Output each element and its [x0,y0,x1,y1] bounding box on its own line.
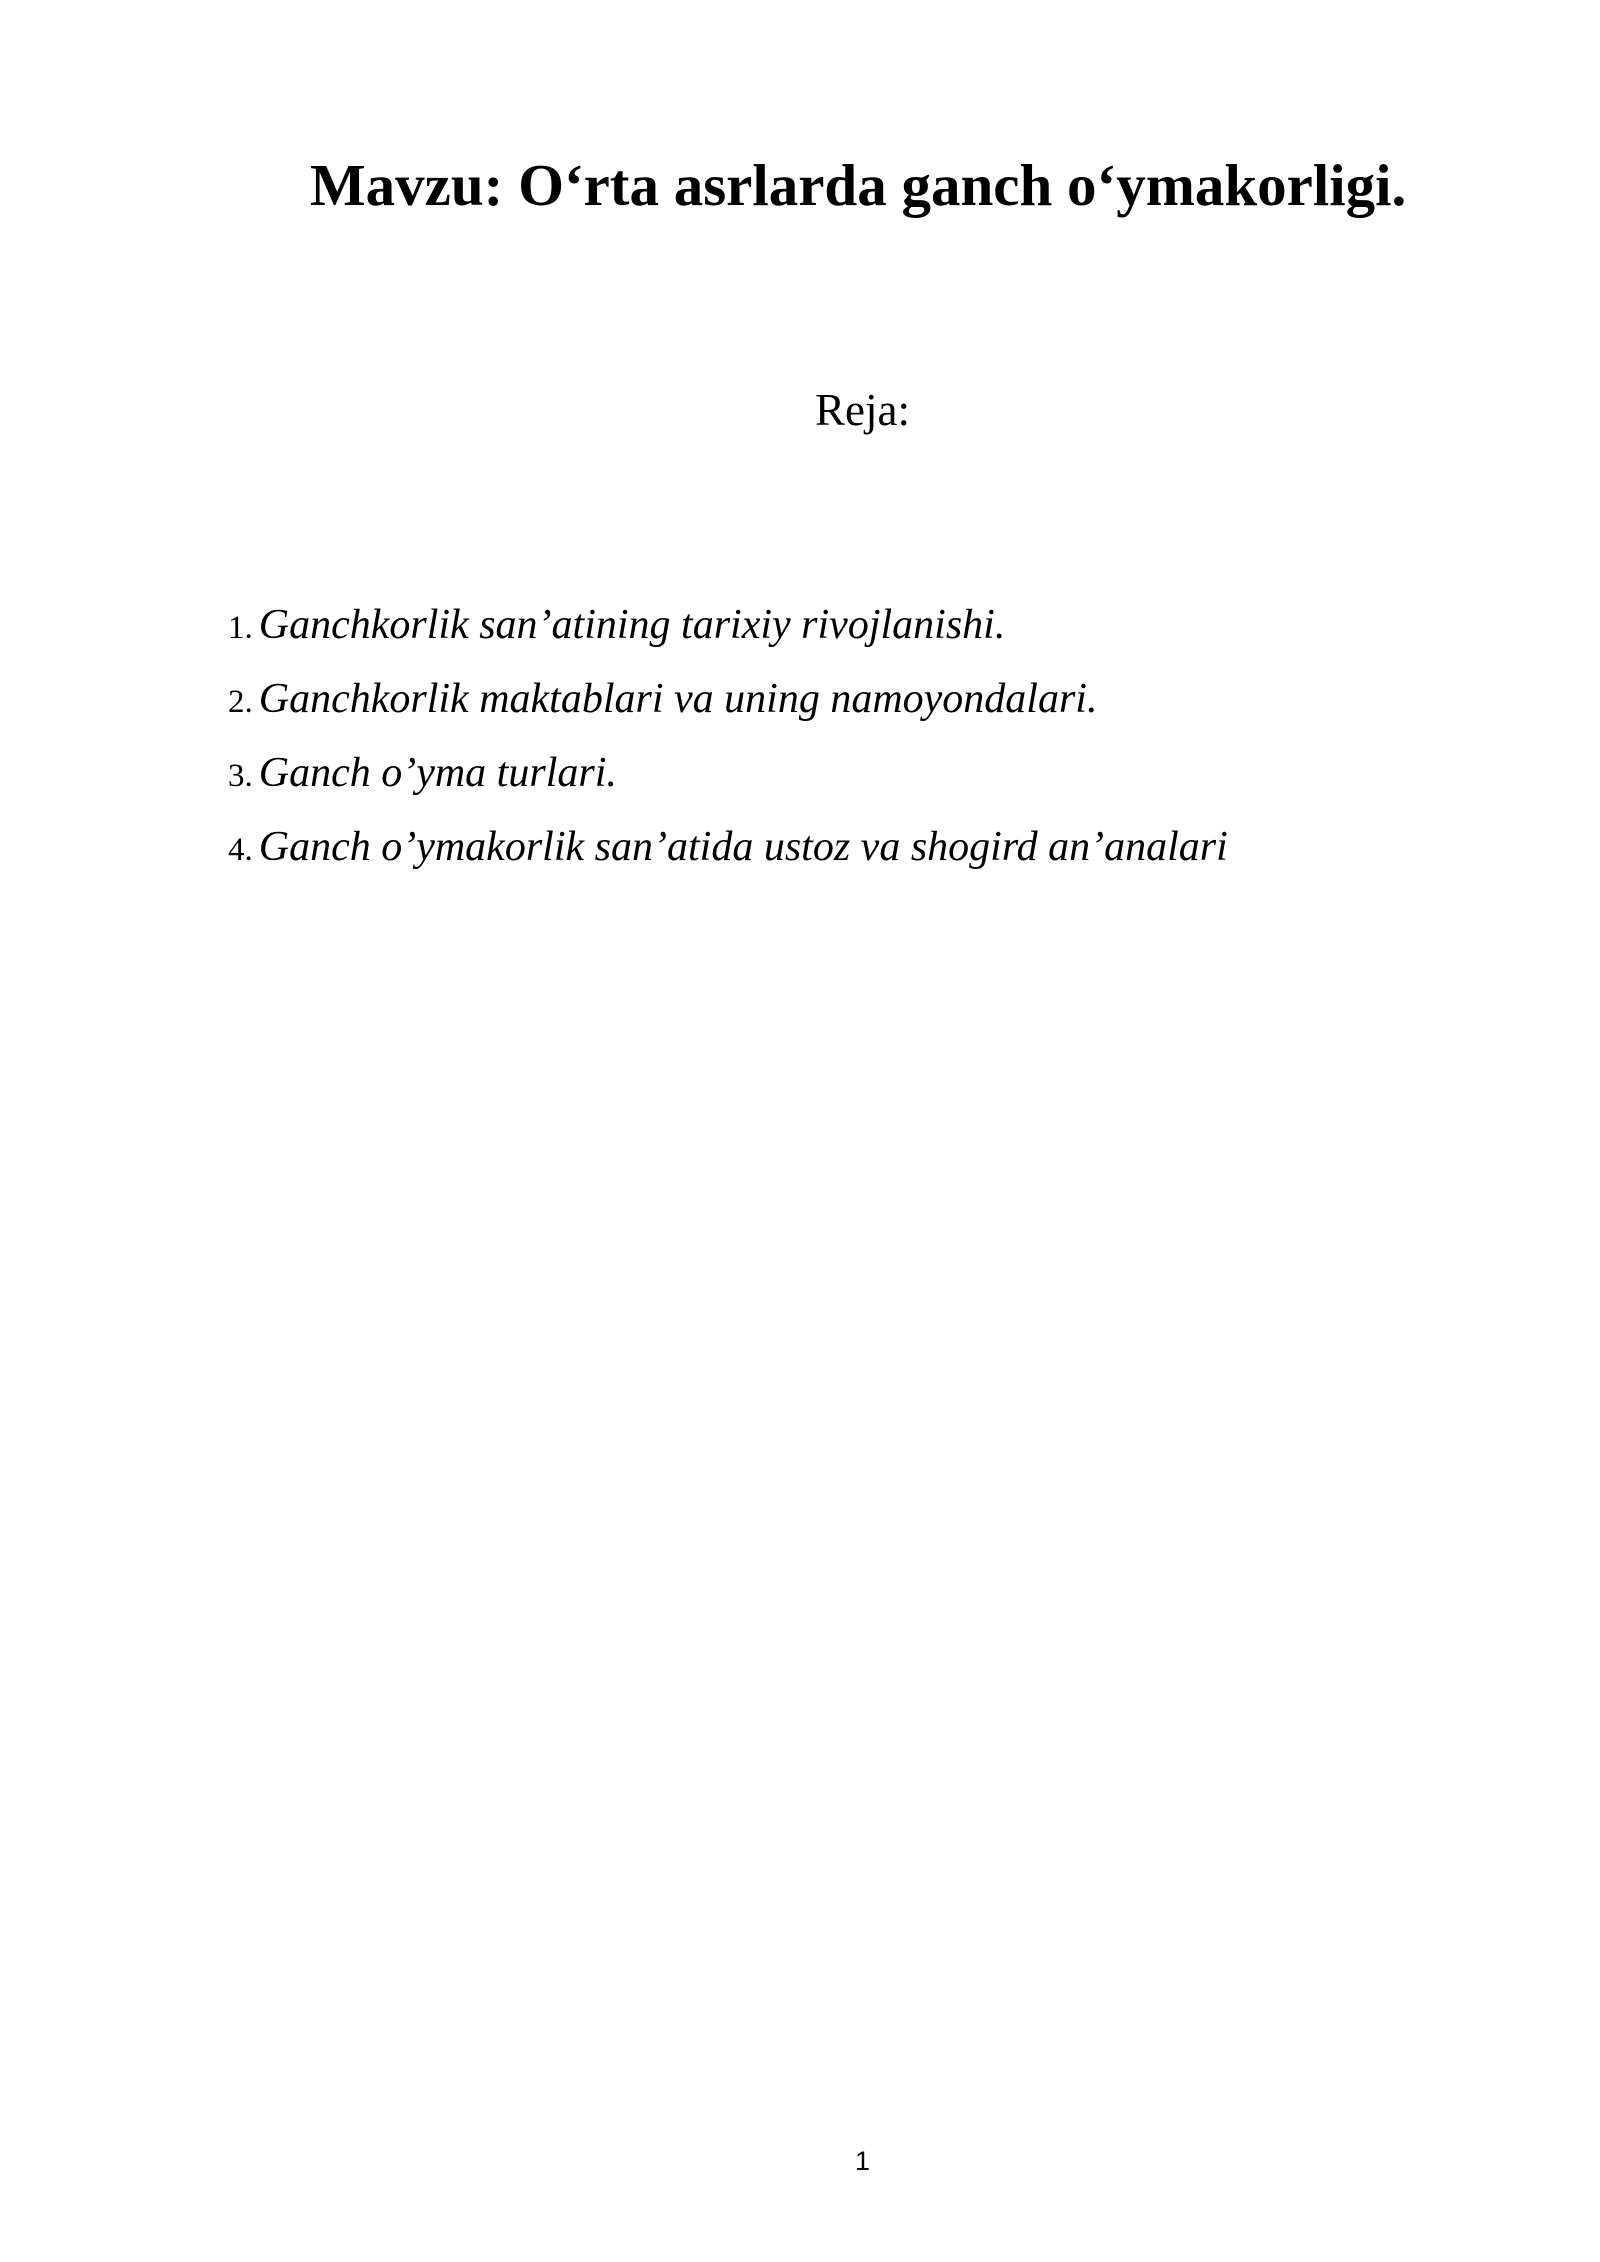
plan-item-text: Ganchkorlik san’atining tarixiy rivojlanishi. [258,602,1006,648]
plan-item-text: Ganch o’ymakorlik san’atida ustoz va shogird an’analari [258,824,1228,870]
plan-item-1 [228,596,1228,670]
plan-item-3 [228,744,1228,818]
plan-item-4 [228,818,1228,892]
plan-item-number: 1. [228,610,253,646]
plan-heading: Reja: [815,385,910,435]
plan-item-number: 4. [228,832,253,868]
plan-list [228,596,1228,892]
page-number: 1 [854,2146,871,2176]
plan-item-2 [228,670,1228,744]
plan-item-number: 3. [228,758,253,794]
document-title: Mavzu: O‘rta asrlarda ganch o‘ymakorligi. [310,152,1407,218]
plan-item-text: Ganchkorlik maktablari va uning namoyondalari. [258,676,1098,722]
plan-item-number: 2. [228,684,253,720]
plan-item-text: Ganch o’yma turlari. [258,750,617,796]
